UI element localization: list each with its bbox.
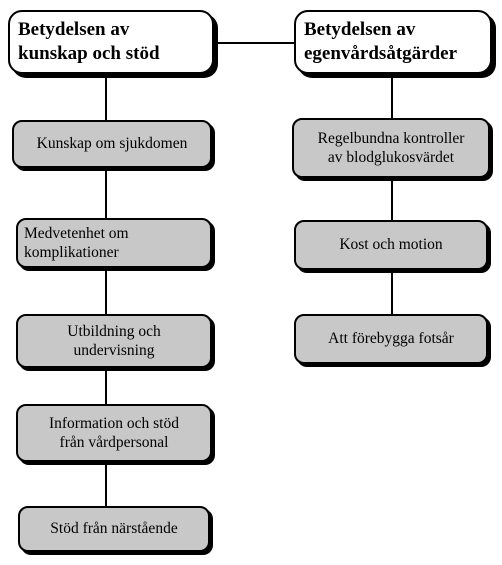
left-item-education xyxy=(16,314,212,368)
right-header-label: Betydelsen av egenvårdsåtgärder xyxy=(304,19,458,64)
right-item-glucose-checks xyxy=(292,118,490,178)
right-item-label: Kost och motion xyxy=(339,236,443,254)
left-header-box xyxy=(8,10,214,74)
left-item-label: Information och stöd från vårdpersonal xyxy=(48,414,179,451)
right-item-label: Regelbundna kontroller av blodglukosvärdet xyxy=(317,129,465,166)
left-item-knowledge xyxy=(12,120,212,168)
right-header-box xyxy=(294,10,492,74)
left-item-support xyxy=(18,506,210,552)
right-item-label: Att förebygga fotsår xyxy=(328,330,454,348)
left-item-label: Medvetenhet om komplikationer xyxy=(24,224,129,261)
right-item-foot-ulcers xyxy=(294,314,488,364)
left-item-information xyxy=(16,404,212,462)
left-header-label: Betydelsen av kunskap och stöd xyxy=(18,19,160,64)
right-item-diet-exercise xyxy=(294,220,488,270)
left-item-label: Stöd från närstående xyxy=(50,520,178,538)
left-item-awareness xyxy=(16,218,212,268)
left-item-label: Kunskap om sjukdomen xyxy=(36,135,188,153)
left-item-label: Utbildning och undervisning xyxy=(67,322,161,359)
